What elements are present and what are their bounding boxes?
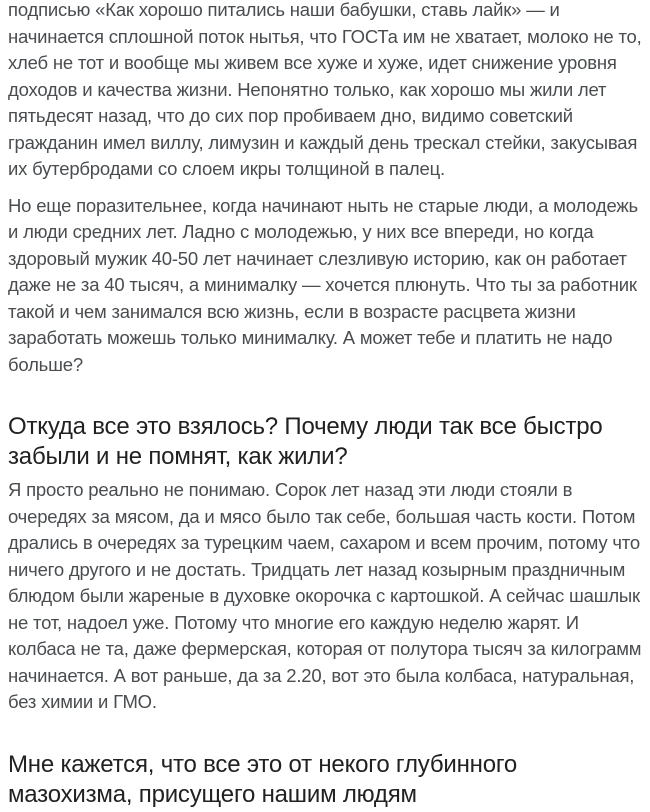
section-heading-1: Откуда все это взялось? Почему люди так все быстро забыли и не помнят, как жили?: [8, 413, 603, 470]
article-paragraph-2: Но еще поразительнее, когда начинают ныть не старые люди, а молодежь и люди средних лет. Ладно с молодежью, у них все впереди, но когда здоровый мужик 40-50 лет начинает слезливую историю, как он работает даже не за 40 тысяч, а минималку — хочется плюнуть. Что ты за работник такой и чем занимался всю жизнь, если в возрасте расцвета жизни заработать можешь только минималку. А может тебе и платить не надо больше?: [8, 194, 638, 375]
section-heading-2: Мне кажется, что все это от некого глубинного мазохизма, присущего нашим людям: [8, 750, 518, 808]
article-paragraph-1: подписью «Как хорошо питались наши бабушки, ставь лайк» — и начинается сплошной поток нытья, что ГОСТа им не хватает, молоко не то, хлеб не тот и вообще мы живем все хуже и хуже, идет снижение уровня доходов и качества жизни. Непонятно только, как хорошо мы жили лет пятьдесят назад, что до сих пор пробиваем дно, видимо советский гражданин имел виллу, лимузин и каждый день трескал стейки, закусывая их бутербродами со слоем икры толщиной в палец.: [8, 0, 642, 179]
article-paragraph-3: Я просто реально не понимаю. Сорок лет назад эти люди стояли в очередях за мясом, да и мясо было так себе, большая часть кости. Потом дрались в очередях за турецким чаем, сахаром и всем прочим, потому что ничего другого и не достать. Тридцать лет назад козырным праздничным блюдом были жареные в духовке окорочка с картошкой. А сейчас шашлык не тот, надоел уже. Потому что многие его каждую неделю жарят. И колбаса не та, даже фермерская, которая от полутора тысяч за килограмм начинается. А вот раньше, да за 2.20, вот это была колбаса, натуральная, без химии и ГМО.: [8, 479, 642, 712]
